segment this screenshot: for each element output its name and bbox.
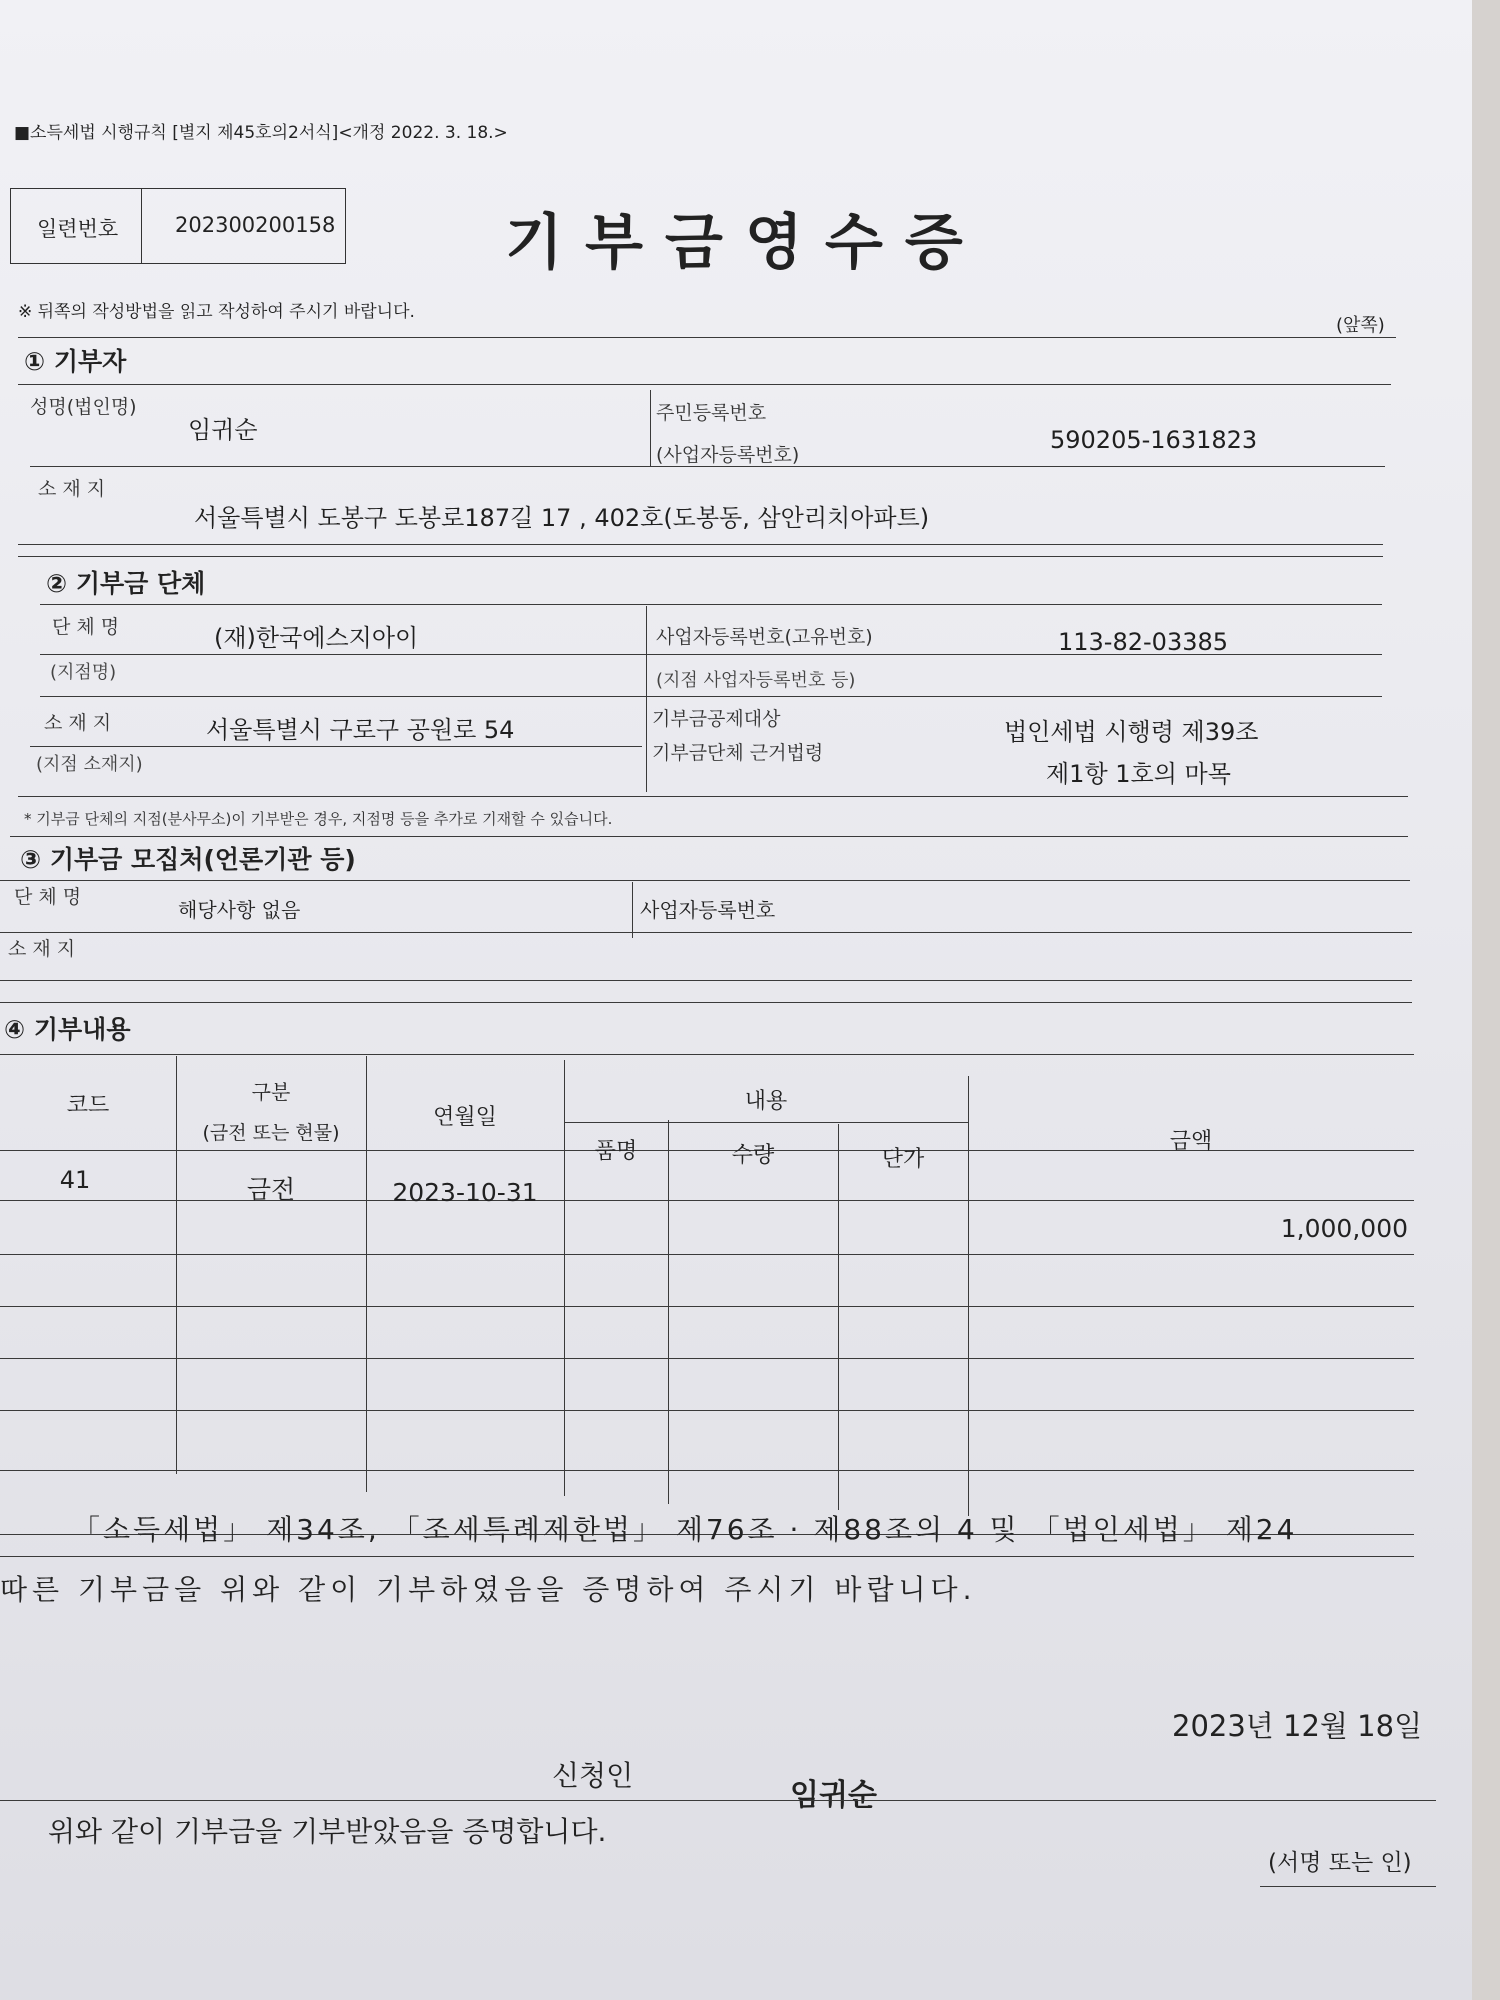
divider: [0, 980, 1412, 981]
row-date: 2023-10-31: [392, 1178, 538, 1207]
serial-label: 일련번호: [37, 217, 119, 241]
column-header-quantity: 수량: [731, 1143, 775, 1168]
collector-biz-label: 사업자등록번호: [640, 898, 776, 922]
org-branch-label: (지점명): [50, 662, 117, 683]
org-branch-biz-label: (지점 사업자등록번호 등): [656, 670, 856, 691]
column-header-code: 코드: [66, 1093, 110, 1118]
divider: [650, 390, 651, 466]
org-basis-value-2: 제1항 1호의 마목: [1046, 760, 1231, 788]
table-grid: [564, 1060, 565, 1496]
column-header-type: 구분: [251, 1080, 291, 1104]
column-header-date: 연월일: [433, 1105, 497, 1130]
organization-section-header: ② 기부금 단체: [46, 569, 206, 598]
divider: [632, 882, 633, 938]
donor-id-value: 590205-1631823: [1050, 426, 1258, 454]
divider: [646, 606, 647, 792]
divider: [0, 1002, 1412, 1003]
paper-edge: [1472, 0, 1500, 2000]
divider: [40, 654, 1382, 655]
collector-address-label: 소 재 지: [8, 938, 76, 960]
divider: [0, 932, 1412, 933]
row-type: 금전: [246, 1175, 296, 1204]
signature-label: (서명 또는 인): [1268, 1850, 1412, 1876]
statement-line-2: 따른 기부금을 위와 같이 기부하였음을 증명하여 주시기 바랍니다.: [0, 1573, 977, 1606]
divider: [0, 1054, 1414, 1055]
regulation-text: ■소득세법 시행규칙 [별지 제45호의2서식]<개정 2022. 3. 18.>: [14, 123, 508, 143]
applicant-label: 신청인: [552, 1759, 634, 1792]
table-grid: [668, 1120, 669, 1504]
divider: [18, 544, 1383, 545]
divider: [18, 796, 1408, 797]
instruction-note: ※ 뒤쪽의 작성방법을 읽고 작성하여 주시기 바랍니다.: [18, 302, 415, 322]
donor-id-label: 주민등록번호: [656, 402, 767, 424]
org-name-label: 단 체 명: [52, 616, 120, 638]
row-amount: 1,000,000: [1280, 1214, 1408, 1243]
table-grid: [0, 1470, 1414, 1471]
page-title: 기부금영수증: [505, 208, 985, 278]
collector-name-label: 단 체 명: [14, 886, 82, 908]
table-grid: [0, 1254, 1414, 1255]
table-grid: [564, 1122, 968, 1123]
divider: [30, 466, 1385, 467]
org-biz-value: 113-82-03385: [1058, 628, 1229, 656]
org-address-label: 소 재 지: [44, 712, 112, 734]
issue-date: 2023년 12월 18일: [1172, 1709, 1423, 1743]
org-basis-value: 법인세법 시행령 제39조: [1004, 718, 1259, 746]
divider: [18, 384, 1391, 385]
table-grid: [0, 1410, 1414, 1411]
column-header-type-sub: (금전 또는 현물): [202, 1122, 340, 1144]
org-footnote: * 기부금 단체의 지점(분사무소)이 기부받은 경우, 지점명 등을 추가로 기재할 수 있습니다.: [24, 810, 613, 828]
divider: [1260, 1886, 1436, 1887]
table-grid: [0, 1358, 1414, 1359]
divider: [30, 746, 642, 747]
divider: [10, 836, 1408, 837]
donor-id-label-sub: (사업자등록번호): [656, 444, 800, 466]
row-code: 41: [59, 1166, 91, 1194]
contents-section-header: ④ 기부내용: [4, 1015, 131, 1044]
collector-section-header: ③ 기부금 모집처(언론기관 등): [20, 845, 356, 874]
table-grid: [838, 1124, 839, 1510]
donor-name-value: 임귀순: [188, 416, 258, 444]
divider: [40, 696, 1382, 697]
divider: [0, 880, 1410, 881]
org-address-value: 서울특별시 구로구 공원로 54: [206, 716, 515, 744]
org-branch-address-label: (지점 소재지): [36, 754, 143, 775]
org-basis-label: 기부금공제대상: [652, 708, 781, 730]
donor-address-value: 서울특별시 도봉구 도봉로187길 17 , 402호(도봉동, 삼안리치아파트): [194, 504, 930, 532]
front-side-label: (앞쪽): [1336, 315, 1385, 336]
column-header-unit-price: 단가: [881, 1147, 925, 1172]
table-grid: [0, 1306, 1414, 1307]
divider: [40, 604, 1382, 605]
donor-name-label: 성명(법인명): [30, 396, 137, 418]
table-grid: [0, 1556, 1414, 1557]
collector-name-value: 해당사항 없음: [178, 898, 301, 922]
org-basis-label-2: 기부금단체 근거법령: [652, 742, 824, 764]
donor-section-header: ① 기부자: [24, 347, 127, 376]
serial-box: [10, 188, 346, 264]
divider: [0, 1800, 1436, 1801]
column-header-content: 내용: [744, 1089, 788, 1114]
statement-line-1: 「소득세법」 제34조, 「조세특례제한법」 제76조 · 제88조의 4 및 「법인세법」 제24: [72, 1513, 1298, 1546]
column-header-item: 품명: [594, 1139, 638, 1164]
divider: [18, 337, 1396, 338]
confirm-text: 위와 같이 기부금을 기부받았음을 증명합니다.: [48, 1815, 607, 1848]
serial-value: 202300200158: [175, 213, 336, 237]
org-biz-label: 사업자등록번호(고유번호): [656, 626, 873, 648]
donor-address-label: 소 재 지: [38, 478, 106, 500]
org-name-value: (재)한국에스지아이: [214, 624, 419, 652]
divider: [18, 556, 1383, 557]
column-header-amount: 금액: [1169, 1129, 1213, 1154]
applicant-name: 임귀순: [790, 1778, 877, 1813]
